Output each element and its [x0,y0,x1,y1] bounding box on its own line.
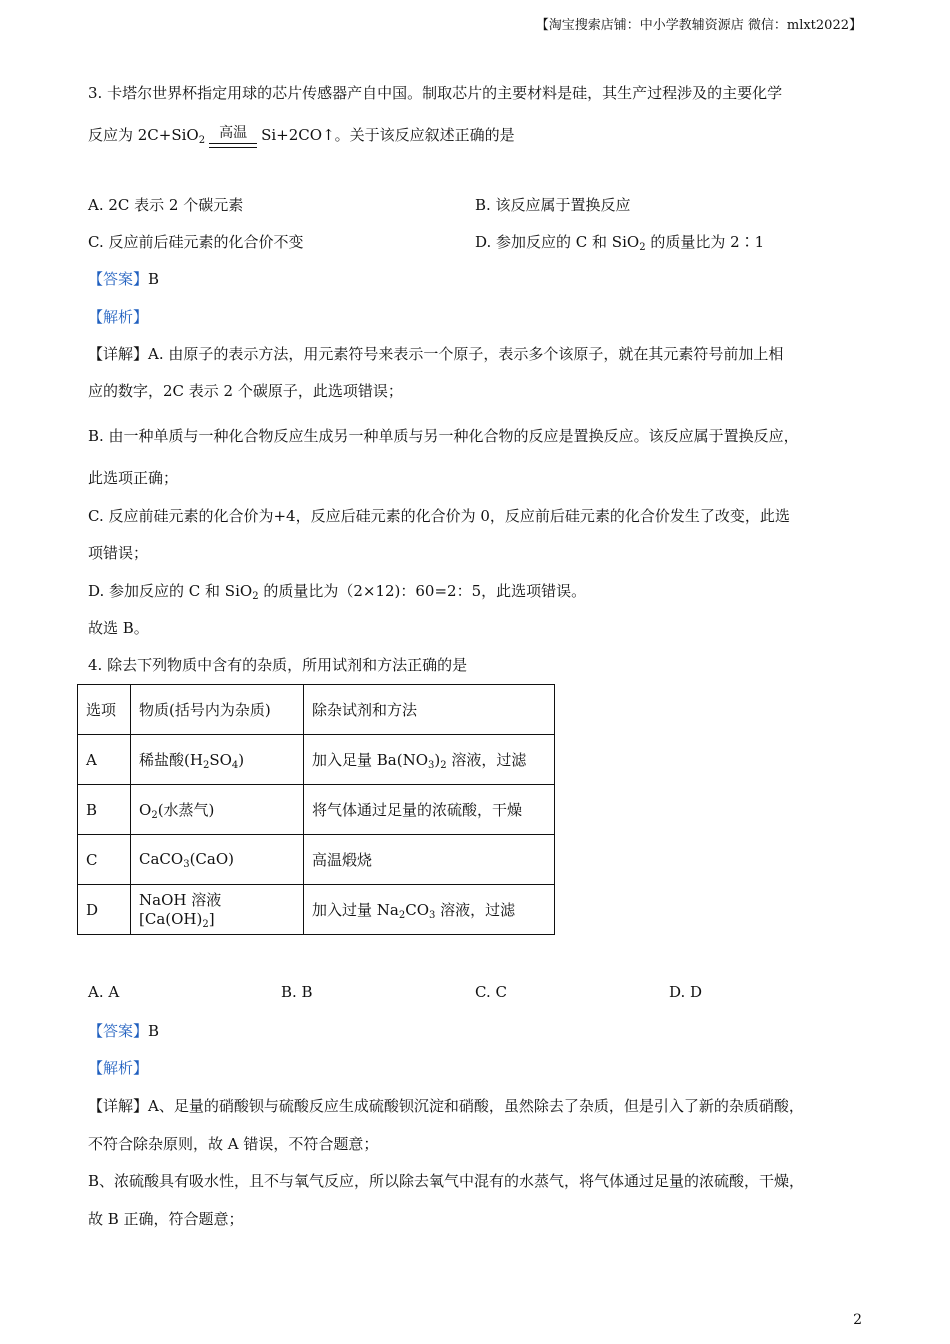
method-text: 溶液，过滤 [435,900,516,919]
answer-value: B [148,1022,160,1040]
q3-analysis-label [88,306,148,327]
q3-detail-b-2: 此选项正确； [88,469,179,487]
method-text: 加入足量 Ba(NO [312,750,429,769]
method-text: ) [434,750,441,769]
method-text: CO [405,900,429,919]
table-row [78,835,555,885]
q3-detail-b-1: B. 由一种单质与一种化合物反应生成另一种单质与另一种化合物的反应是置换反应。该反应属于置换反应， [88,427,799,445]
q3-option-a: A. 2C 表示 2 个碳元素 [88,196,244,214]
header-method: 除杂试剂和方法 [304,685,555,735]
detail-label: 【详解】 [88,345,149,363]
table-row [78,785,555,835]
detail-d-pre: D. 参加反应的 C 和 SiO [88,582,253,600]
detail-a-text: A. 由原子的表示方法，用元素符号来表示一个原子，表示多个该原子，就在其元素符号前加上相 [148,345,784,363]
substance-sub: 3 [183,858,190,870]
header-option: 选项 [78,685,131,735]
q4-answer [88,1020,159,1041]
q3-option-c: C. 反应前后硅元素的化合价不变 [88,233,304,251]
equation-suffix: 。关于该反应叙述正确的是 [334,126,515,144]
table-row [78,735,555,785]
detail-d-post: 的质量比为（2×12)：60=2：5，此选项错误。 [258,582,587,600]
row-method [304,735,555,785]
row-method: 将气体通过足量的浓硫酸，干燥 [304,785,555,835]
method-sub: 2 [440,759,447,771]
q3-stem-line1: 3. 卡塔尔世界杯指定用球的芯片传感器产自中国。制取芯片的主要材料是硅，其生产过程涉及的主要化学 [88,84,783,102]
method-sub: 3 [429,909,436,921]
q3-detail-a-2: 应的数字，2C 表示 2 个碳原子，此选项错误； [88,382,403,400]
q3-equation-line [88,124,515,148]
q4-options-table [77,684,555,935]
detail-a-text: A、足量的硝酸钡与硫酸反应生成硫酸钡沉淀和硝酸，虽然除去了杂质，但是引入了新的杂质硝酸， [148,1097,804,1115]
q3-detail-d [88,580,586,602]
method-sub: 2 [398,909,406,921]
row-option: D [78,885,131,935]
q3-detail-a-1 [88,343,783,364]
method-sub: 3 [428,759,435,771]
q4-choice-a: A. A [88,983,120,1001]
analysis-label: 【解析】 [88,1059,149,1077]
substance-text: 稀盐酸(H [139,750,203,769]
page-number: 2 [853,1312,862,1328]
answer-label: 【答案】 [88,1022,149,1040]
equation-reactants: 反应为 2C+SiO [88,126,199,144]
substance-text: (水蒸气) [157,800,215,819]
q3-detail-c-1: C. 反应前硅元素的化合价为+4，反应后硅元素的化合价为 0，反应前后硅元素的化合价发生了改变，此选 [88,507,790,525]
substance-sub: 2 [151,809,158,821]
detail-label: 【详解】 [88,1097,149,1115]
q3-answer [88,268,159,289]
substance-text: NaOH 溶液[Ca(OH) [139,891,222,928]
q4-detail-a-1 [88,1095,804,1116]
substance-text: SO [209,750,232,769]
method-text: 加入过量 Na [312,900,399,919]
row-option: C [78,835,131,885]
table-header-row [78,685,555,735]
row-substance [131,785,304,835]
option-d-pre: D. 参加反应的 C 和 SiO [475,233,640,251]
reaction-condition [209,125,257,148]
equals-bars [209,143,257,148]
q4-detail-a-2: 不符合除杂原则，故 A 错误，不符合题意； [88,1135,379,1153]
equation-products: Si+2CO↑ [261,126,335,144]
row-method [304,885,555,935]
substance-text: CaCO [139,849,184,868]
substance-sub: 2 [202,759,210,771]
equation-subscript: 2 [198,135,206,146]
q3-detail-c-2: 项错误； [88,544,149,562]
table-row [78,885,555,935]
substance-text: (CaO) [189,849,234,868]
row-option: A [78,735,131,785]
method-text: 溶液，过滤 [446,750,527,769]
row-substance [131,735,304,785]
row-substance [131,885,304,935]
row-substance [131,835,304,885]
analysis-label: 【解析】 [88,308,149,326]
row-method: 高温煅烧 [304,835,555,885]
q4-detail-b-1: B、浓硫酸具有吸水性，且不与氧气反应，所以除去氧气中混有的水蒸气，将气体通过足量的浓硫酸，干燥， [88,1172,805,1190]
detail-d-sub: 2 [252,591,259,602]
row-option: B [78,785,131,835]
q4-stem: 4. 除去下列物质中含有的杂质，所用试剂和方法正确的是 [88,656,468,674]
option-d-post: 的质量比为 2∶1 [645,233,765,251]
q3-option-b: B. 该反应属于置换反应 [475,196,631,214]
substance-sub: 4 [231,759,239,771]
condition-text: 高温 [219,124,248,141]
option-d-sub: 2 [639,242,646,253]
q4-choice-d: D. D [669,983,703,1001]
substance-text: ) [238,750,245,769]
q4-detail-b-2: 故 B 正确，符合题意； [88,1210,244,1228]
substance-text: O [139,800,152,819]
q4-analysis-label [88,1057,148,1078]
header-substance: 物质(括号内为杂质) [131,685,304,735]
substance-text: ] [208,910,215,928]
answer-value: B [148,270,160,288]
substance-sub: 2 [202,919,209,930]
q4-choice-c: C. C [475,983,507,1001]
watermark-header: 【淘宝搜索店铺：中小学教辅资源店 微信：mlxt2022】 [535,18,862,33]
q3-conclusion: 故选 B。 [88,619,149,637]
q4-choice-b: B. B [281,983,313,1001]
answer-label: 【答案】 [88,270,149,288]
q3-option-d [475,231,764,253]
